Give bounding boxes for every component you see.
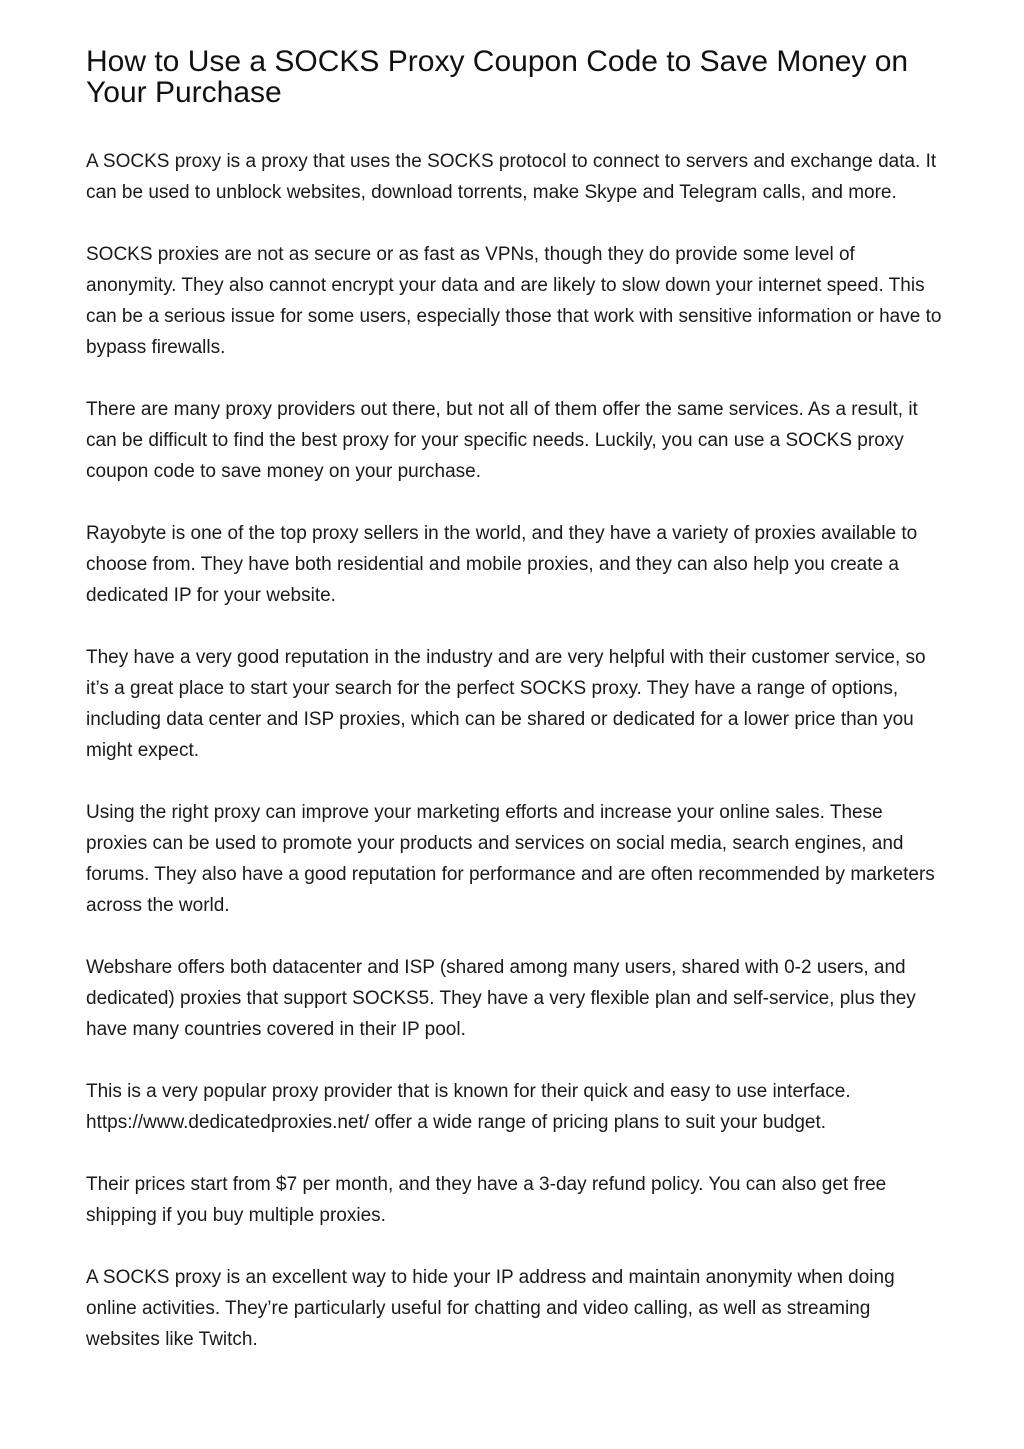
paragraph-spacer — [86, 1045, 946, 1076]
paragraph-spacer — [86, 611, 946, 642]
paragraph-7: Webshare offers both datacenter and ISP (shared among many users, shared with 0-2 users, and dedicated) proxies that support SOCKS5. They have a very flexible plan and self-service, plus they have many countries covered in their IP pool. — [86, 957, 916, 1040]
paragraph-spacer — [86, 921, 946, 952]
paragraph-9: Their prices start from $7 per month, and they have a 3-day refund policy. You can also get free shipping if you buy multiple proxies. — [86, 1174, 887, 1226]
paragraph-spacer — [86, 1231, 946, 1262]
paragraph-spacer — [86, 363, 946, 394]
paragraph-spacer — [86, 766, 946, 797]
paragraph-3: There are many proxy providers out there, but not all of them offer the same services. As a result, it can be difficult to find the best proxy for your specific needs. Luckily, you can use a SOCKS proxy coupon code to save money on your purchase. — [86, 399, 918, 482]
paragraph-8: This is a very popular proxy provider that is known for their quick and easy to use interface. https://www.dedicatedproxies.net/ offer a wide range of pricing plans to suit your budget. — [86, 1081, 851, 1133]
paragraph-1: A SOCKS proxy is a proxy that uses the SOCKS protocol to connect to servers and exchange data. It can be used to unblock websites, download torrents, make Skype and Telegram calls, and more. — [86, 151, 937, 203]
paragraph-4: Rayobyte is one of the top proxy sellers in the world, and they have a variety of proxies available to choose from. They have both residential and mobile proxies, and they can also help you create a dedicated IP for your website. — [86, 523, 918, 606]
title-spacer — [86, 108, 946, 146]
paragraph-spacer — [86, 487, 946, 518]
paragraph-5: They have a very good reputation in the industry and are very helpful with their customer service, so it’s a great place to start your search for the perfect SOCKS proxy. They have a range of options, including data center and ISP proxies, which can be shared or dedicated for a lower price than you might expect. — [86, 647, 926, 761]
paragraph-spacer — [86, 208, 946, 239]
document-page — [86, 46, 946, 1355]
paragraph-2: SOCKS proxies are not as secure or as fast as VPNs, though they do provide some level of anonymity. They also cannot encrypt your data and are likely to slow down your internet speed. This can be a serious issue for some users, especially those that work with sensitive information or have to bypass firewalls. — [86, 244, 942, 358]
paragraph-10: A SOCKS proxy is an excellent way to hide your IP address and maintain anonymity when doing online activities. They’re particularly useful for chatting and video calling, as well as streaming websites like Twitch. — [86, 1267, 895, 1350]
document-title: How to Use a SOCKS Proxy Coupon Code to Save Money on Your Purchase — [86, 45, 909, 109]
paragraph-6: Using the right proxy can improve your marketing efforts and increase your online sales. These proxies can be used to promote your products and services on social media, search engines, and forums. They also have a good reputation for performance and are often recommended by marketers across the world. — [86, 802, 935, 916]
paragraph-spacer — [86, 1138, 946, 1169]
